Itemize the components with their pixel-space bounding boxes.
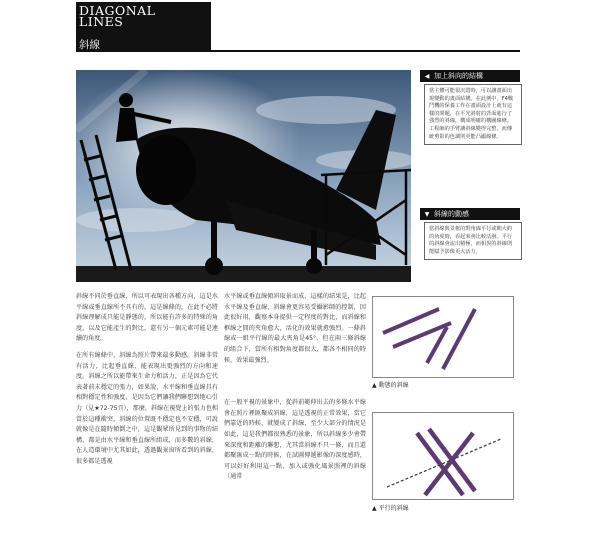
sidebar-heading-structure <box>420 70 520 82</box>
sidebar-text-structure: 當主體可能很沉悶時，可以讓畫面出現變動的畫面結構。在此例中，F4戰鬥機的保養工作在畫面設計上就有這樣的問題，在平光斜射的背面進行了強烈的斜線，構成明確的構圖線條。工程師的手臂讓斜線變得完整，而傳統剪影的色調則更能凸顯線條。 <box>424 84 522 145</box>
diagonal-line <box>443 309 475 369</box>
title-english <box>79 5 209 27</box>
body-paragraph: 在一般平視的景象中，從斜前範伸出去的多條水平線會在照片裡匯聚成斜線，這是透視的正常效果，當它們靠近的時候，就變成了斜線，至少大部分的情況是如此，這是我們都很熟悉的景象，所以斜線多少會帶來深度和距離的聯想，尤其當斜線不只一條，而且還都聚匯成一點的時候，在試圖傳遞影像的深度感時，可以好好利用這一點，加入或強化風景照裡的斜線（通常 <box>224 399 366 481</box>
figure-dynamic-diagonals <box>372 296 514 378</box>
left-triangle-icon: ◀ <box>424 73 430 80</box>
down-triangle-icon: ▼ <box>424 211 430 218</box>
title-chinese: 斜線 <box>79 39 100 51</box>
body-paragraph: 斜線不同於垂直線，所以可表現出各種方向，這是水平線或垂直線所不具有的。這是線條的，在此不必將斜線理解成只能是靜態的，所以能有許多的特殊的角度，以及它能產生的對比，還有另一個元素可能是連續的角度。 <box>76 293 218 343</box>
sidebar-heading-dynamism-text: 斜線的動感 <box>434 210 469 218</box>
body-column-1 <box>76 292 218 474</box>
title-english-line2: LINES <box>79 14 124 29</box>
up-triangle-icon: ▲ <box>372 382 377 389</box>
figure-parallel-diagonals <box>372 412 514 500</box>
parallel-diagonals-diagram <box>373 413 513 499</box>
dynamic-diagonals-diagram <box>373 297 513 377</box>
body-column-2 <box>224 292 366 489</box>
diagonal-line <box>425 433 473 495</box>
sidebar-text-dynamism: 當斜線與景框的對角線平行或朝大約的角度時，看起來會比較活潑。平行的斜線會流出積極，而相異的斜線則能賦予影像更大活力。 <box>424 222 522 260</box>
figure-caption-dynamic-text: 動態的斜線 <box>378 382 409 389</box>
figure-caption-parallel <box>372 505 409 513</box>
figure-caption-parallel-text: 平行的斜線 <box>378 505 409 512</box>
header-rule <box>211 50 520 52</box>
figure-caption-dynamic <box>372 382 409 390</box>
sidebar-heading-dynamism <box>420 208 520 220</box>
main-photo-f4-silhouette <box>76 70 411 282</box>
body-paragraph: 水平線或垂直線傾斜取景而成，這樣的結果是，比起水平線及垂直線，斜線會更容易受攝影師的控制，因此很好用，觀察本身提供一定程度的對比，而斜線和框線之間的夾角愈大，活化的效果就愈強烈。一條斜線或一組平行線的最大夾角是45°，但在兩三條斜線的組合下，當所有相對角度都很大，都各不相同的時候，效果最強烈。 <box>224 293 366 364</box>
body-paragraph: 在所有線條中，斜線為照片帶來最多動感。斜線非常有活力，比起垂直線，能表現出更強烈的方向和速度。斜線之所以能帶來生命力和活力，正是因為它代表著前未穩定的張力，如果說，水平線和垂直線具有相對穩定性和強度，是因為它們讓我們聯想到地心引力（見★72-75頁），那麼，斜線在視覺上的張力也相當於這種衝突，斜線的位置既不穩定也不安穩，可說就像是在隨時傾倒之中，這是觀眾所見到的事物的結構，都是由水平線和垂直線所組成，而多數的斜線，在人造環境中尤其如此，透過觀景窗所看到的斜線，很多都是透視 <box>76 351 218 465</box>
up-triangle-icon: ▲ <box>372 505 377 512</box>
title-english-line1: DIAGONAL <box>79 3 156 18</box>
sidebar-heading-structure-text: 加上斜向的結構 <box>434 72 483 80</box>
